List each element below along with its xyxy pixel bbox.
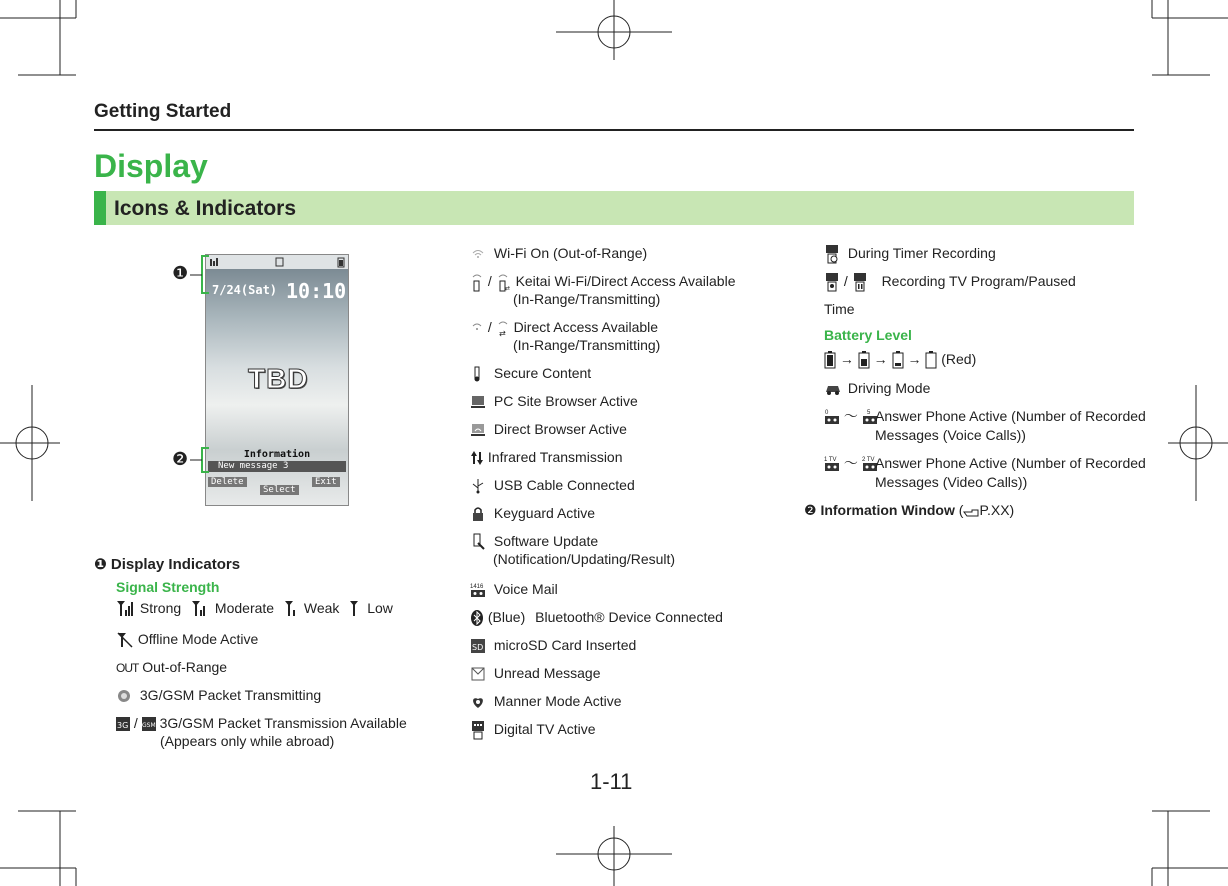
unread-message-label: Unread Message xyxy=(493,665,601,681)
direct-browser-label: Direct Browser Active xyxy=(493,421,627,437)
signal-low-icon xyxy=(349,600,363,618)
info-ref-open: ( xyxy=(958,502,964,518)
keitai-wifi-label: Keitai Wi-Fi/Direct Access Available xyxy=(515,273,736,289)
bluetooth-icon xyxy=(470,609,484,627)
battery-arrow: → xyxy=(873,351,888,367)
wifi-oor-row xyxy=(470,244,647,262)
keyguard-lock-icon xyxy=(470,506,486,522)
direct-access-transmit-icon xyxy=(496,318,510,338)
battery-heading: Battery Level xyxy=(824,327,912,343)
answer-phone-video-note: Messages (Video Calls)) xyxy=(875,474,1028,490)
software-update-row xyxy=(470,532,598,551)
signal-strength-heading: Signal Strength xyxy=(116,579,220,595)
callout-1: ❶ xyxy=(172,263,189,283)
softkey-exit[interactable]: Exit xyxy=(312,477,340,487)
subsection-title: Icons & Indicators xyxy=(114,197,297,220)
signal-strong-label: Strong xyxy=(139,600,182,616)
manner-mode-row xyxy=(470,692,622,710)
packet-transmitting-icon xyxy=(116,688,132,704)
out-of-range-label: Out-of-Range xyxy=(142,659,228,675)
driving-mode-car-icon xyxy=(824,381,842,397)
pc-site-browser-row xyxy=(470,392,638,410)
packet-available-note: (Appears only while abroad) xyxy=(160,733,335,749)
timer-recording-label: During Timer Recording xyxy=(847,245,996,261)
display-indicators-heading xyxy=(94,556,240,574)
answer-phone-voice-row xyxy=(824,407,878,426)
page-number: 1-11 xyxy=(590,769,633,794)
microsd-label: microSD Card Inserted xyxy=(493,637,637,653)
svg-text:3G: 3G xyxy=(117,721,129,731)
separator: / xyxy=(487,273,492,289)
information-window-row xyxy=(804,501,1014,519)
packet-3g-icon xyxy=(116,717,130,731)
infrared-row xyxy=(470,448,623,466)
voice-mail-label: Voice Mail xyxy=(493,581,558,597)
usb-icon xyxy=(470,478,486,494)
separator: / xyxy=(133,715,138,731)
signal-strong-icon xyxy=(116,600,136,618)
packet-available-row xyxy=(116,714,407,732)
offline-row xyxy=(116,630,258,649)
driving-mode-label: Driving Mode xyxy=(847,380,931,396)
keyguard-label: Keyguard Active xyxy=(493,505,596,521)
unread-message-row xyxy=(470,664,601,682)
battery-red-note: (Red) xyxy=(941,351,977,367)
keitai-wifi-note: (In-Range/Transmitting) xyxy=(513,291,661,307)
wifi-oor-label: Wi-Fi On (Out-of-Range) xyxy=(493,245,648,261)
secure-content-icon xyxy=(470,366,486,382)
digital-tv-row xyxy=(470,720,596,740)
signal-moderate-icon xyxy=(191,600,211,618)
answer-phone-video-row xyxy=(824,454,878,473)
info-window-title: Information xyxy=(243,449,311,460)
microsd-row xyxy=(470,636,636,654)
info-window-message: New message 3 xyxy=(208,461,346,472)
time-label: Time xyxy=(824,301,855,317)
heading-number: ❶ xyxy=(94,556,107,573)
secure-content-label: Secure Content xyxy=(493,365,592,381)
wifi-icon xyxy=(470,246,486,262)
svg-text:2 TV: 2 TV xyxy=(861,457,875,464)
softkey-delete[interactable]: Delete xyxy=(208,477,247,487)
phone-date: 7/24(Sat) xyxy=(212,283,278,297)
infrared-label: Infrared Transmission xyxy=(487,449,623,465)
info-number: ❷ xyxy=(804,502,817,518)
usb-row xyxy=(470,476,635,494)
packet-transmitting-label: 3G/GSM Packet Transmitting xyxy=(139,687,322,703)
heading-text: Display Indicators xyxy=(110,556,241,573)
section-title: Getting Started xyxy=(94,101,232,122)
bluetooth-row xyxy=(470,608,723,627)
recording-tv-icon xyxy=(824,272,840,292)
manner-mode-icon xyxy=(470,694,486,710)
info-page-ref[interactable]: P.XX) xyxy=(979,502,1015,518)
packet-available-label: 3G/GSM Packet Transmission Available xyxy=(159,715,407,731)
battery-medium-icon xyxy=(858,351,870,369)
usb-label: USB Cable Connected xyxy=(493,477,635,493)
battery-row xyxy=(824,350,976,369)
range-tilde: ～ xyxy=(843,408,858,424)
recording-tv-label: Recording TV Program/Paused xyxy=(881,273,1076,289)
bluetooth-blue-note: (Blue) xyxy=(487,609,526,625)
out-of-range-row xyxy=(116,658,227,677)
battery-arrow: → xyxy=(839,351,854,367)
softkey-select[interactable]: Select xyxy=(260,485,299,495)
voice-mail-row xyxy=(470,580,558,598)
svg-text:0: 0 xyxy=(825,410,829,417)
battery-low-icon xyxy=(892,351,904,369)
direct-access-note: (In-Range/Transmitting) xyxy=(513,337,661,353)
recording-tv-row xyxy=(824,272,1076,292)
svg-text:5: 5 xyxy=(866,410,871,417)
signal-moderate-label: Moderate xyxy=(214,600,275,616)
signal-weak-label: Weak xyxy=(303,600,340,616)
direct-access-label: Direct Access Available xyxy=(513,319,659,335)
unread-message-icon xyxy=(470,666,486,682)
signal-low-label: Low xyxy=(367,600,393,616)
phone-clock: 10:10 xyxy=(286,279,347,303)
driving-mode-row xyxy=(824,379,930,397)
answer-phone-voice-icon xyxy=(824,408,840,426)
timer-recording-icon xyxy=(824,244,840,264)
direct-browser-icon xyxy=(470,422,486,438)
voice-mail-icon xyxy=(470,582,486,598)
information-window-heading: Information Window xyxy=(820,502,955,518)
infrared-icon xyxy=(470,450,484,466)
svg-text:GSM: GSM xyxy=(141,722,156,730)
pc-browser-icon xyxy=(470,394,486,410)
answer-phone-video-label: Answer Phone Active (Number of Recorded xyxy=(875,455,1146,471)
svg-text:⇄: ⇄ xyxy=(504,286,510,293)
keyguard-row xyxy=(470,504,595,522)
offline-mode-icon xyxy=(116,631,134,649)
svg-text:SD: SD xyxy=(472,643,484,653)
manner-mode-label: Manner Mode Active xyxy=(493,693,622,709)
software-update-note: (Notification/Updating/Result) xyxy=(493,551,676,567)
secure-content-row xyxy=(470,364,591,382)
svg-text:⇄: ⇄ xyxy=(498,329,506,339)
direct-browser-row xyxy=(470,420,627,438)
svg-text:1 TV: 1 TV xyxy=(824,457,837,464)
microsd-icon xyxy=(470,638,486,654)
battery-full-icon xyxy=(824,351,836,369)
wallpaper-text: TBD xyxy=(248,363,309,394)
page-title: Display xyxy=(94,148,208,184)
offline-label: Offline Mode Active xyxy=(137,631,259,647)
separator: / xyxy=(487,319,492,335)
separator: / xyxy=(843,273,848,289)
battery-empty-icon xyxy=(925,351,937,369)
answer-phone-video-icon xyxy=(824,455,840,473)
battery-arrow: → xyxy=(907,351,922,367)
packet-transmitting-row xyxy=(116,686,321,704)
answer-phone-voice-label: Answer Phone Active (Number of Recorded xyxy=(875,408,1146,424)
pointing-hand-icon xyxy=(963,504,979,518)
timer-recording-row xyxy=(824,244,996,264)
out-of-range-icon: OUT xyxy=(116,661,139,675)
signal-weak-icon xyxy=(284,600,300,618)
signal-row xyxy=(116,600,393,620)
digital-tv-label: Digital TV Active xyxy=(493,721,596,737)
pc-site-browser-label: PC Site Browser Active xyxy=(493,393,638,409)
packet-gsm-icon xyxy=(142,717,156,731)
callout-2: ❷ xyxy=(172,449,189,469)
keitai-wifi-icon xyxy=(470,272,484,292)
direct-access-icon xyxy=(470,320,484,336)
software-update-label: Software Update xyxy=(493,533,599,549)
digital-tv-icon xyxy=(470,720,486,740)
keitai-wifi-transmit-icon xyxy=(496,272,512,292)
paused-tv-icon xyxy=(852,272,868,292)
bluetooth-label: Bluetooth® Device Connected xyxy=(535,609,723,625)
range-tilde: ～ xyxy=(843,455,858,471)
software-update-icon xyxy=(470,533,486,551)
svg-text:1416: 1416 xyxy=(470,584,484,591)
answer-phone-voice-note: Messages (Voice Calls)) xyxy=(875,427,1026,443)
